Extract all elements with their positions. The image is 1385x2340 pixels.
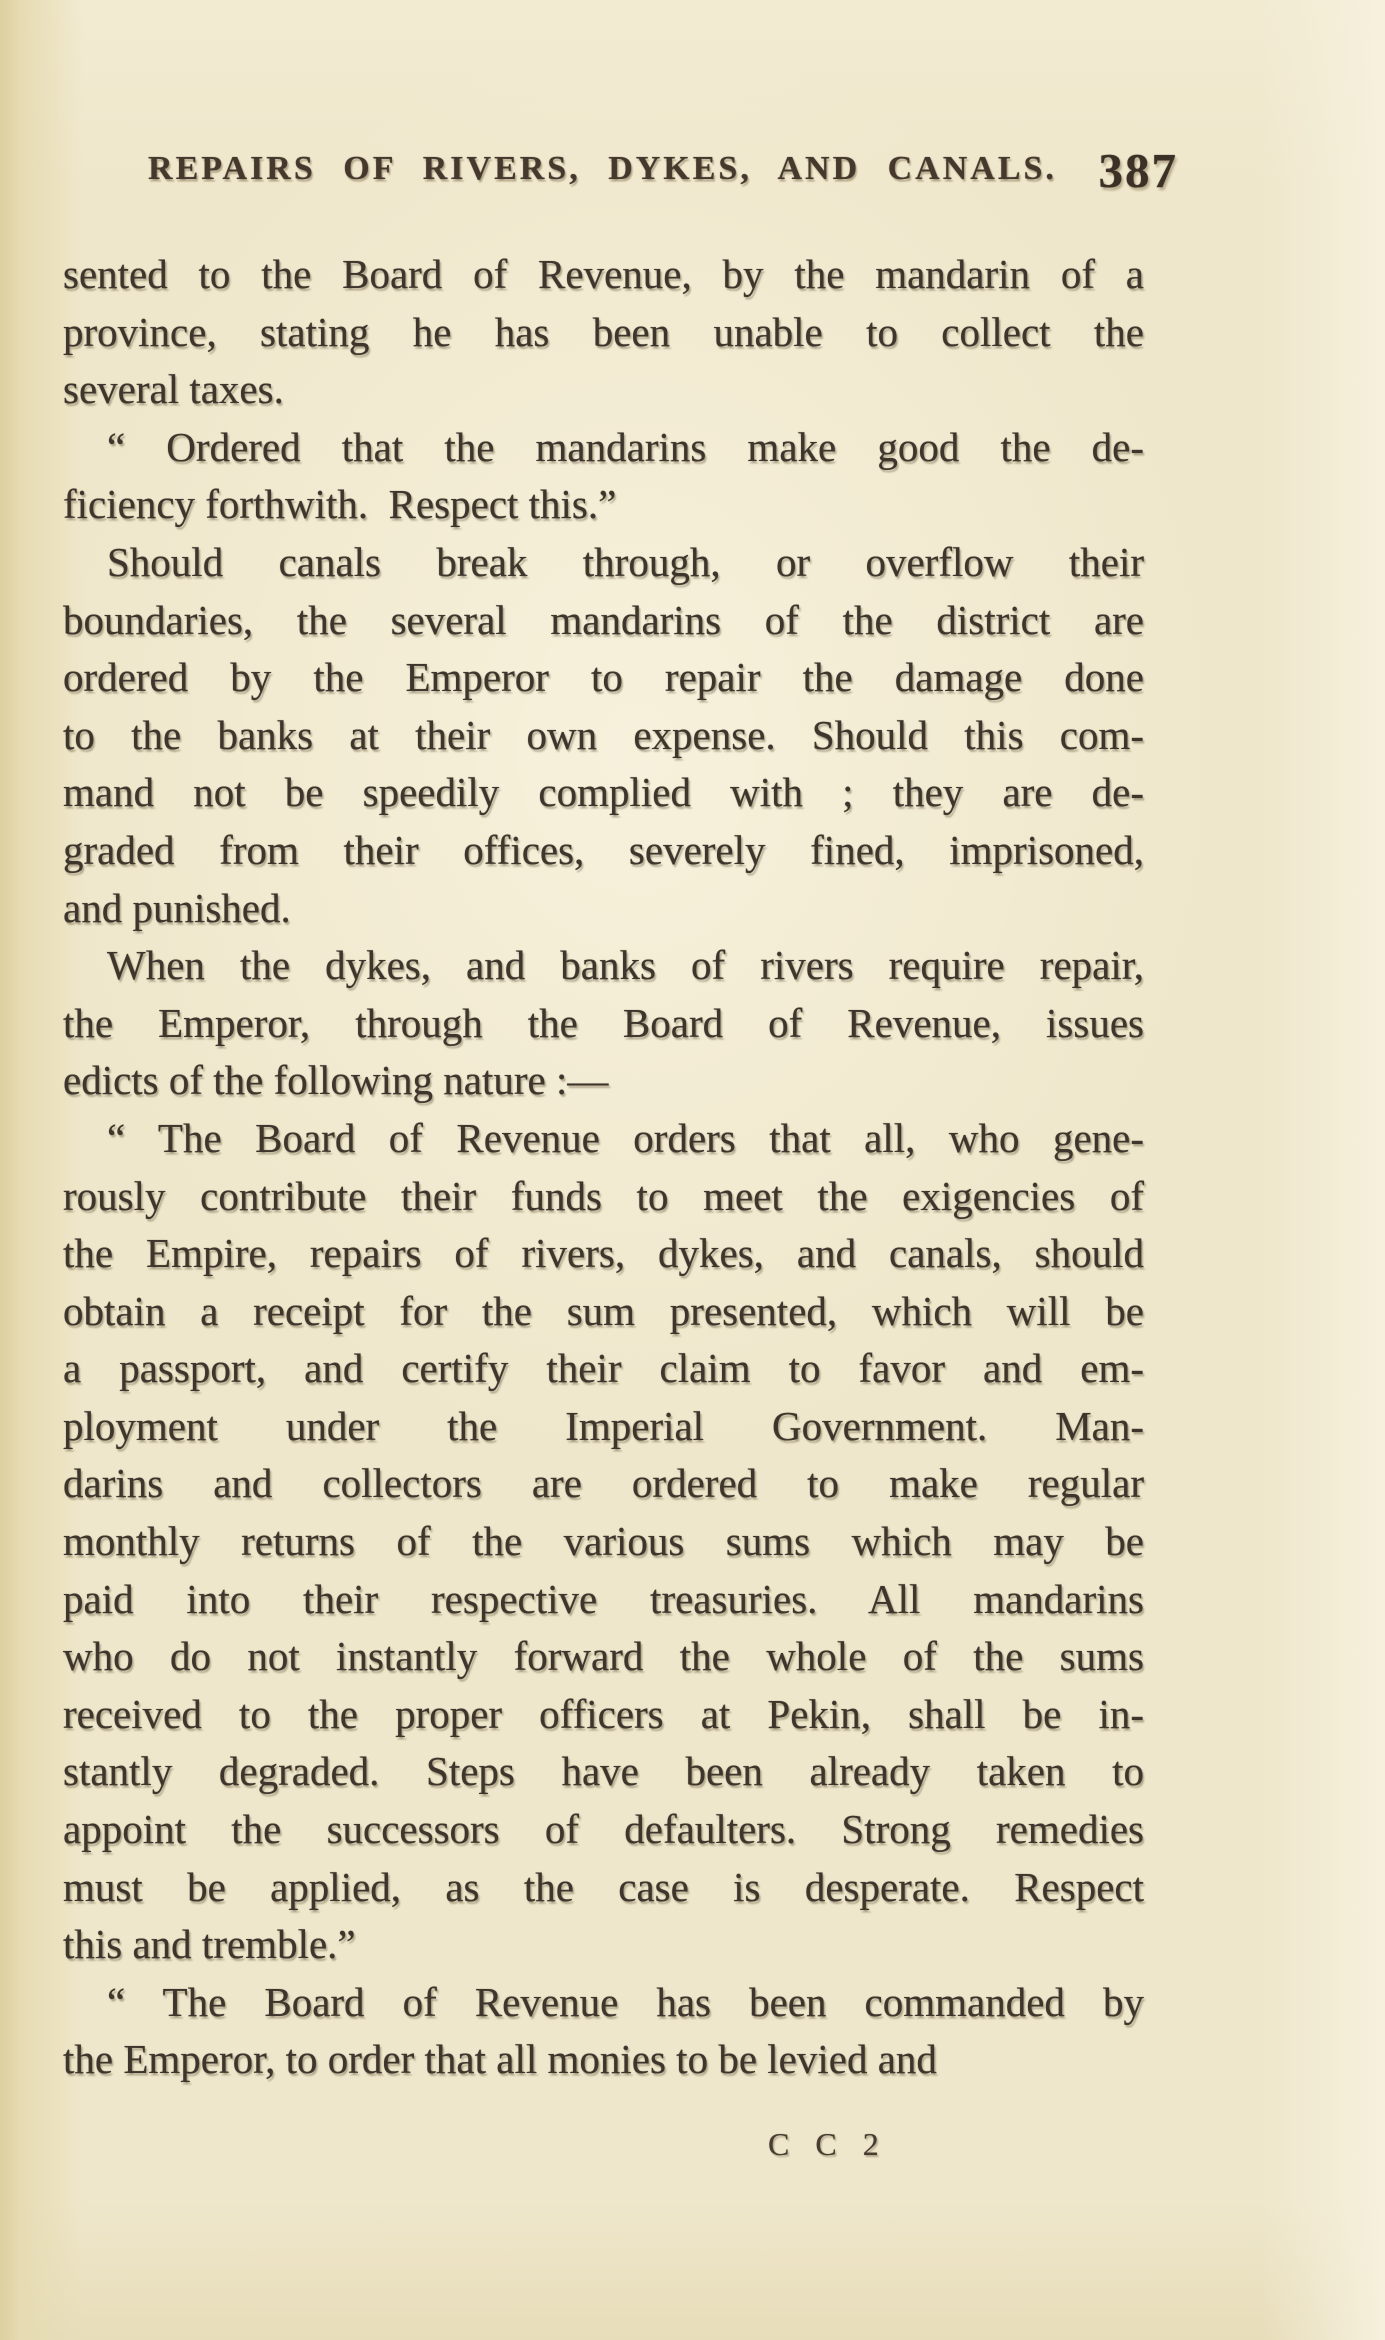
text-line: When the dykes, and banks of rivers require repair,	[107, 942, 1144, 989]
text-line: must be applied, as the case is desperate. Respect	[63, 1863, 1144, 1910]
text-line: the Emperor, through the Board of Revenue, issues	[63, 999, 1144, 1046]
running-head-title: REPAIRS OF RIVERS, DYKES, AND CANALS.	[148, 150, 1057, 187]
text-line: and punished.	[63, 884, 291, 931]
text-line: ployment under the Imperial Government. Man-	[63, 1402, 1144, 1449]
text-line: ordered by the Emperor to repair the damage done	[63, 654, 1144, 701]
page-header	[63, 143, 1178, 198]
text-line: Should canals break through, or overflow their	[107, 538, 1144, 585]
text-line: obtain a receipt for the sum presented, which will be	[63, 1287, 1144, 1334]
text-line: received to the proper officers at Pekin, shall be in-	[63, 1690, 1144, 1737]
text-line: “ The Board of Revenue orders that all, who gene-	[107, 1114, 1144, 1161]
text-line: graded from their offices, severely fined, imprisoned,	[63, 826, 1144, 873]
text-line: edicts of the following nature :—	[63, 1057, 609, 1104]
text-line: the Empire, repairs of rivers, dykes, and canals, should	[63, 1230, 1144, 1277]
page-number: 387	[1098, 143, 1178, 198]
text-line: stantly degraded. Steps have been already taken to	[63, 1748, 1144, 1795]
text-line: monthly returns of the various sums which may be	[63, 1518, 1144, 1565]
text-line: appoint the successors of defaulters. Strong remedies	[63, 1806, 1144, 1853]
text-line: paid into their respective treasuries. All mandarins	[63, 1575, 1144, 1622]
text-line: the Emperor, to order that all monies to be levied and	[63, 2036, 937, 2083]
text-line: ficiency forthwith. Respect this.”	[63, 481, 617, 528]
text-line: province, stating he has been unable to collect the	[63, 308, 1144, 355]
signature-mark: C C 2	[768, 2126, 888, 2162]
text-line: “ The Board of Revenue has been commanded by	[107, 1978, 1144, 2025]
text-line: this and tremble.”	[63, 1921, 356, 1968]
text-line: to the banks at their own expense. Should this com-	[63, 711, 1144, 758]
text-line: darins and collectors are ordered to make regular	[63, 1460, 1144, 1507]
text-line: mand not be speedily complied with ; they are de-	[63, 769, 1144, 816]
text-line: several taxes.	[63, 366, 284, 413]
text-line: boundaries, the several mandarins of the district are	[63, 596, 1144, 643]
body-text	[63, 246, 1144, 2089]
text-line: a passport, and certify their claim to favor and em-	[63, 1345, 1144, 1392]
text-line: rously contribute their funds to meet the exigencies of	[63, 1172, 1144, 1219]
text-line: who do not instantly forward the whole of the sums	[63, 1633, 1144, 1680]
text-line: sented to the Board of Revenue, by the mandarin of a	[63, 251, 1144, 297]
text-line: “ Ordered that the mandarins make good the de-	[107, 423, 1144, 470]
